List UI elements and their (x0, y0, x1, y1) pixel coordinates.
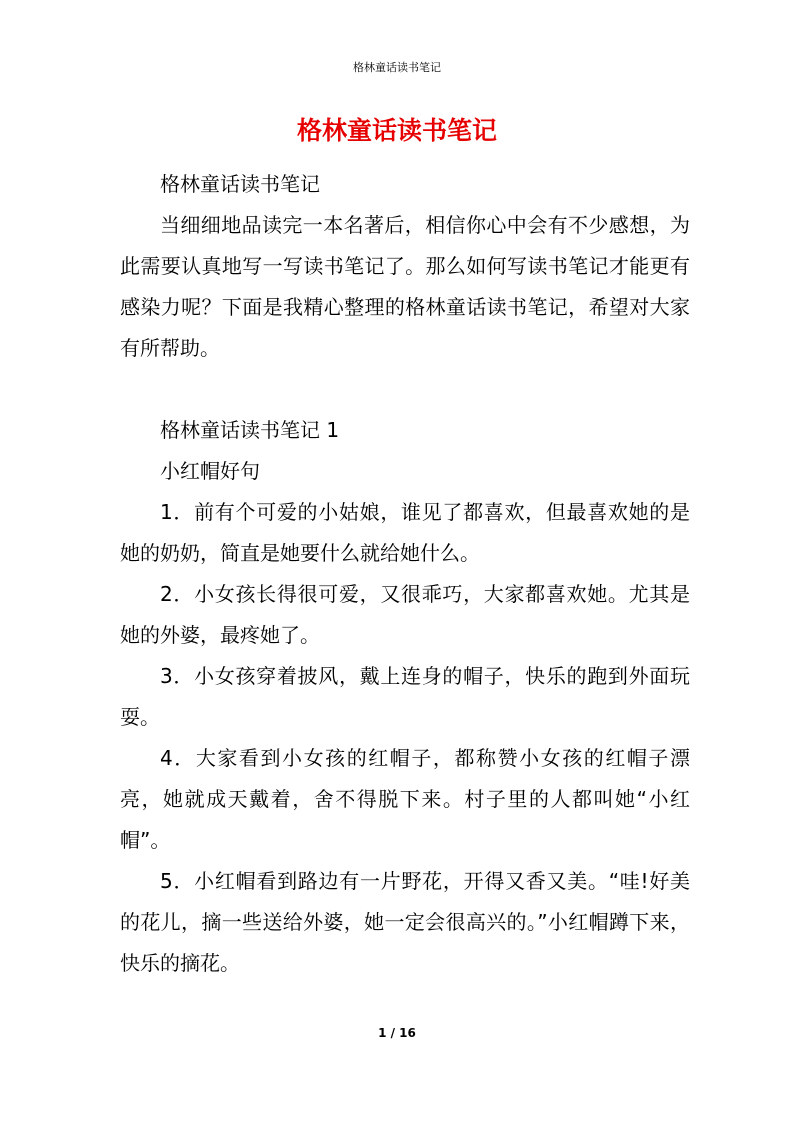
numbered-sentence-5: 5．小红帽看到路边有一片野花，开得又香又美。“哇!好美的花儿，摘一些送给外婆，她一定会很高兴的。”小红帽蹲下来，快乐的摘花。 (120, 869, 690, 975)
document-title: 格林童话读书笔记 (296, 116, 497, 145)
page-number: 1 / 16 (378, 1026, 416, 1040)
numbered-sentence-2: 2．小女孩长得很可爱，又很乖巧，大家都喜欢她。尤其是她的外婆，最疼她了。 (120, 582, 690, 647)
subtitle-paragraph: 格林童话读书笔记 (160, 172, 320, 196)
running-header: 格林童话读书笔记 (353, 61, 441, 74)
numbered-sentence-3: 3．小女孩穿着披风，戴上连身的帽子，快乐的跑到外面玩耍。 (120, 664, 690, 729)
blank-line (120, 369, 690, 410)
subsection-heading: 小红帽好句 (160, 459, 260, 483)
document-body (120, 164, 690, 984)
numbered-sentence-1: 1．前有个可爱的小姑娘，谁见了都喜欢，但最喜欢她的是她的奶奶，简直是她要什么就给她什么。 (120, 500, 690, 565)
intro-paragraph: 当细细地品读完一本名著后，相信你心中会有不少感想，为此需要认真地写一写读书笔记了。那么如何写读书笔记才能更有感染力呢？下面是我精心整理的格林童话读书笔记，希望对大家有所帮助。 (120, 213, 690, 360)
numbered-sentence-4: 4．大家看到小女孩的红帽子，都称赞小女孩的红帽子漂亮，她就成天戴着，舍不得脱下来。村子里的人都叫她“小红帽”。 (120, 746, 690, 852)
section-heading: 格林童话读书笔记 1 (160, 418, 340, 442)
